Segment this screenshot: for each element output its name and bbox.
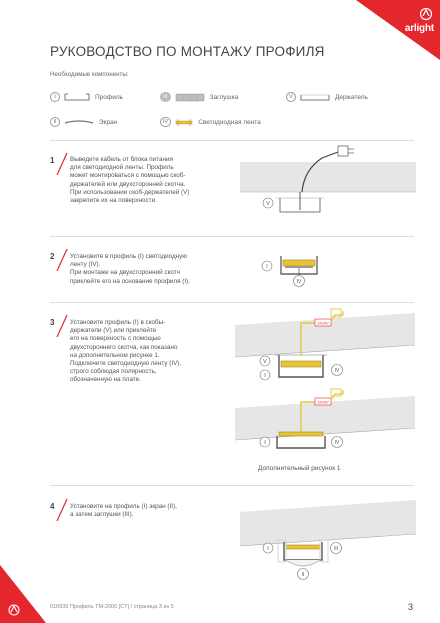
step-line: Выведите кабель от блока питания — [70, 156, 173, 163]
footer-text: 016939 Профиль TM-2000 [CT] / страница 3 из 5 — [50, 604, 174, 610]
label-iv: IV — [296, 279, 302, 285]
component-led-strip — [160, 117, 261, 127]
label-iii: III — [333, 546, 339, 552]
component-profile — [50, 92, 123, 102]
components-heading: Необходимые компоненты: — [50, 71, 129, 78]
step-number: 4 — [50, 502, 55, 511]
step-line: держатели (V) или приклейте — [70, 327, 157, 335]
component-label: Светодиодная лента — [198, 118, 261, 126]
divider — [50, 485, 414, 486]
step-text — [70, 503, 220, 519]
component-num: III — [160, 92, 171, 102]
component-label: Экран — [99, 118, 118, 126]
brand-corner — [336, 0, 440, 60]
label-v: V — [263, 359, 267, 365]
step-line: его на поверхность с помощью — [70, 335, 161, 343]
brand-logo: arlight — [404, 23, 434, 34]
label-iv: IV — [334, 440, 340, 446]
holder-icon — [300, 93, 330, 102]
step-text — [70, 319, 220, 385]
step-slash-icon — [55, 152, 69, 176]
step-line: двухстороннего скотча, как показано — [70, 343, 178, 351]
step-line: строго соблюдая полярность, — [70, 368, 157, 376]
step-slash-icon — [55, 498, 69, 522]
step-text — [70, 253, 220, 286]
step-slash-icon — [55, 248, 69, 272]
label-ii: II — [301, 572, 305, 578]
step1-illustration — [240, 140, 416, 228]
screen-icon — [64, 118, 94, 126]
page-number: 3 — [407, 602, 413, 612]
step-line: может монтироваться с помощью скоб- — [70, 172, 186, 180]
component-label: Заглушка — [209, 93, 239, 101]
power-tag: 12/24V — [317, 321, 329, 326]
component-screen — [50, 117, 117, 127]
profile-icon — [64, 93, 90, 101]
step-line: При использовании скоб-держателей (V) — [70, 188, 190, 196]
step3-illustration-b — [235, 388, 415, 458]
divider — [50, 302, 414, 303]
component-label: Профиль — [95, 93, 124, 101]
step-number: 1 — [50, 156, 55, 165]
step-number: 2 — [50, 252, 55, 261]
step-line: приклейте его на основание профиля (I). — [70, 277, 190, 285]
step-line: на дополнительном рисунке 1. — [70, 351, 160, 359]
power-tag: 12/24V — [317, 400, 329, 405]
step-line: а затем заглушки (III). — [70, 511, 134, 519]
step-line: ленту (IV). — [70, 261, 101, 269]
step-text — [70, 156, 220, 205]
step2-illustration — [255, 244, 345, 294]
component-label: Держатель — [335, 93, 368, 101]
label-iv: IV — [334, 368, 340, 374]
endcap-icon — [175, 93, 205, 102]
label-i: I — [264, 373, 266, 379]
label-i: I — [267, 546, 269, 552]
step-line: для светодиодной ленты. Профиль — [70, 164, 174, 172]
step-line: Установите на профиль (I) экран (II), — [70, 503, 177, 510]
component-num: II — [50, 117, 60, 127]
label-i: I — [266, 264, 268, 270]
component-holder — [286, 92, 368, 102]
component-num: V — [286, 92, 296, 102]
step3-illustration-a — [235, 305, 415, 387]
step-line: Установите профиль (I) в скобы- — [70, 319, 166, 326]
figure-caption: Дополнительный рисунок 1 — [258, 465, 341, 472]
step-line: закрепите их на поверхности. — [70, 197, 157, 205]
step4-illustration — [240, 490, 416, 582]
step-line: держателей или двухсторонней скотча. — [70, 180, 186, 188]
step-line: Установите в профиль (I) светодиодную — [70, 253, 188, 260]
divider — [50, 236, 414, 237]
step-line: Подключите светодиодную ленту (IV), — [70, 360, 182, 368]
step-number: 3 — [50, 318, 55, 327]
label-v: V — [266, 201, 270, 207]
step-line: При монтаже на двухсторонний скотч — [70, 269, 180, 277]
footer-corner — [0, 565, 46, 623]
label-i: I — [264, 440, 266, 446]
step-slash-icon — [55, 314, 69, 338]
page-title: РУКОВОДСТВО ПО МОНТАЖУ ПРОФИЛЯ — [50, 44, 325, 59]
led-strip-icon — [175, 118, 193, 127]
component-endcap — [160, 92, 238, 102]
component-num: IV — [160, 117, 171, 127]
step-line: обозначенную на плате. — [70, 376, 141, 384]
component-num: I — [50, 92, 60, 102]
